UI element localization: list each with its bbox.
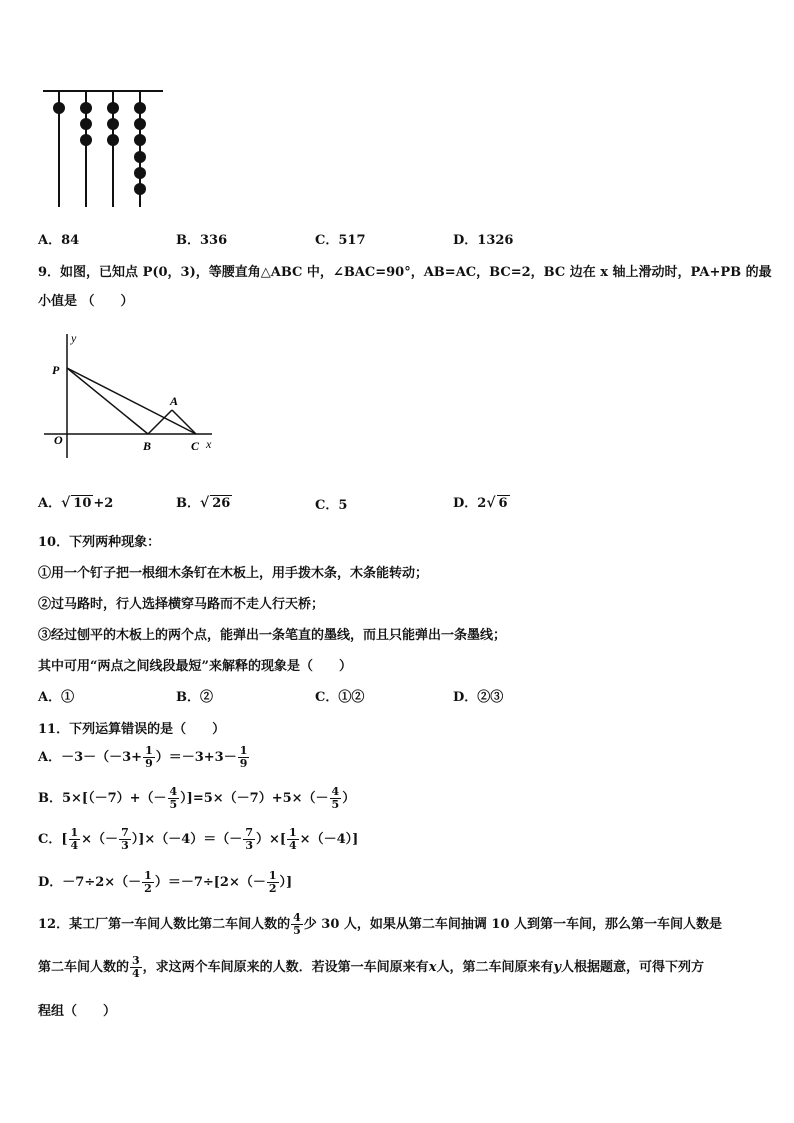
q12-stem-line1 (38, 912, 722, 937)
q11-c-text: C．[ (38, 832, 68, 847)
abacus-bead (134, 134, 146, 146)
q11-option-b (38, 786, 355, 811)
q10-item-3: ③经过刨平的木板上的两个点，能弹出一条笔直的墨线，而且只能弹出一条墨线； (38, 628, 507, 643)
label-c: C (191, 439, 200, 453)
fraction: $\frac{4}{5}$ (169, 785, 178, 811)
segment-ac (172, 410, 196, 434)
q12-stem-line2 (38, 955, 704, 980)
abacus-bead (80, 134, 92, 146)
q11-b-text: ） (342, 791, 356, 806)
q9-option-a: A．√ 10 +2 (38, 495, 114, 511)
q9-option-a-tail: +2 (93, 496, 114, 511)
q11-c-text: ）]×（－4）＝（－ (131, 832, 243, 847)
label-b: B (143, 439, 152, 453)
q11-option-d (38, 870, 292, 895)
fraction: $\frac{1}{9}$ (145, 744, 153, 770)
q10-option-a: A．① (38, 690, 75, 705)
q11-b-text: ）]=5×（－7）+5×（－ (180, 791, 329, 806)
label-x: x (206, 437, 212, 451)
q11-a-text: ）＝－3+3－ (155, 750, 237, 765)
label-a: A (170, 394, 179, 408)
q12-text: 少 30 人，如果从第二车间抽调 10 人到第一车间，那么第一车间人数是 (303, 917, 723, 932)
q12-text: 人根据题意，可得下列方 (561, 960, 705, 975)
q10-option-b: B．② (176, 690, 213, 705)
abacus-bead (134, 151, 146, 163)
q10-option-d: D．②③ (453, 690, 504, 705)
fraction: $\frac{1}{4}$ (70, 826, 79, 852)
fraction: $\frac{4}{5}$ (331, 785, 340, 811)
label-y: y (71, 331, 77, 345)
q10-option-c: C．①② (315, 690, 365, 705)
q12-text: 人，第二车间原来有 (436, 960, 554, 975)
q11-title: 11．下列运算错误的是（ ） (38, 722, 226, 737)
q11-c-text: ×（－4）] (299, 832, 359, 847)
abacus-bead (134, 102, 146, 114)
q12-text: 第二车间人数的 (38, 960, 130, 975)
label-p: P (52, 363, 60, 377)
q8-option-a: A．84 (38, 233, 80, 248)
fraction: $\frac{1}{2}$ (268, 869, 277, 895)
fraction: $\frac{1}{4}$ (289, 826, 297, 852)
q12-text: 12．某工厂第一车间人数比第二车间人数的 (38, 917, 291, 932)
q10-question: 其中可用“两点之间线段最短”来解释的现象是（ ） (38, 659, 352, 674)
q9-option-a-radicand: 10 (73, 496, 92, 511)
q9-option-b-label: B． (176, 496, 200, 511)
q8-option-d: D．1326 (453, 233, 514, 248)
q9-option-a-label: A． (38, 496, 62, 511)
q9-coordinate-figure (40, 328, 230, 458)
q9-option-b-radicand: 26 (212, 496, 231, 511)
var-y: y (553, 960, 562, 975)
q11-d-text: D．－7÷2×（－ (38, 875, 142, 890)
abacus-bead (107, 134, 119, 146)
abacus-bead (134, 167, 146, 179)
abacus-figure (40, 85, 170, 215)
abacus-bead (134, 183, 146, 195)
q8-option-c: C．517 (315, 233, 366, 248)
q9-option-b: B．√ 26 (176, 495, 231, 511)
fraction: $\frac{4}{5}$ (293, 911, 301, 937)
segment-ba (148, 410, 172, 434)
q11-d-text: ）＝－7÷[2×（－ (154, 875, 266, 890)
q9-option-d: D．2√ 6 (453, 495, 508, 511)
q9-stem-line1: 9．如图，已知点 P(0，3)，等腰直角△ABC 中，∠BAC=90°，AB=AC，BC=2，BC 边在 x 轴上滑动时，PA+PB 的最 (38, 265, 772, 280)
abacus-bead (107, 102, 119, 114)
q10-item-1: ①用一个钉子把一根细木条钉在木板上，用手拨木条，木条能转动； (38, 566, 429, 581)
q11-option-c (38, 827, 358, 852)
abacus-bead (80, 102, 92, 114)
q9-option-d-radicand: 6 (498, 496, 508, 511)
fraction: $\frac{7}{3}$ (245, 826, 253, 852)
abacus-bead (53, 102, 65, 114)
q11-option-a (38, 745, 250, 770)
fraction: $\frac{1}{9}$ (239, 744, 248, 770)
q10-title: 10．下列两种现象： (38, 535, 161, 550)
abacus-bead (134, 118, 146, 130)
q12-text: ，求这两个车间原来的人数．若设第一车间原来有 (142, 960, 429, 975)
q11-a-text: A．－3－（－3+ (38, 750, 143, 765)
q9-stem-line2: 小值是 （ ） (38, 294, 134, 309)
q11-c-text: ）×[ (255, 832, 287, 847)
q11-c-text: ×（－ (81, 832, 119, 847)
q9-option-d-label: D．2 (453, 496, 487, 511)
q9-option-c: C．5 (315, 498, 348, 513)
q11-d-text: ）] (279, 875, 293, 890)
q12-stem-line3: 程组（ ） (38, 1004, 117, 1019)
q11-b-text: B．5×[（－7）+（－ (38, 791, 167, 806)
abacus-bead (107, 118, 119, 130)
label-o: O (54, 433, 63, 447)
fraction: $\frac{3}{4}$ (132, 954, 140, 980)
fraction: $\frac{7}{3}$ (121, 826, 129, 852)
q10-item-2: ②过马路时，行人选择横穿马路而不走人行天桥； (38, 597, 325, 612)
segment-pb (67, 368, 148, 434)
q8-option-b: B．336 (176, 233, 228, 248)
fraction: $\frac{1}{2}$ (144, 869, 152, 895)
abacus-bead (80, 118, 92, 130)
var-x: x (428, 960, 437, 975)
